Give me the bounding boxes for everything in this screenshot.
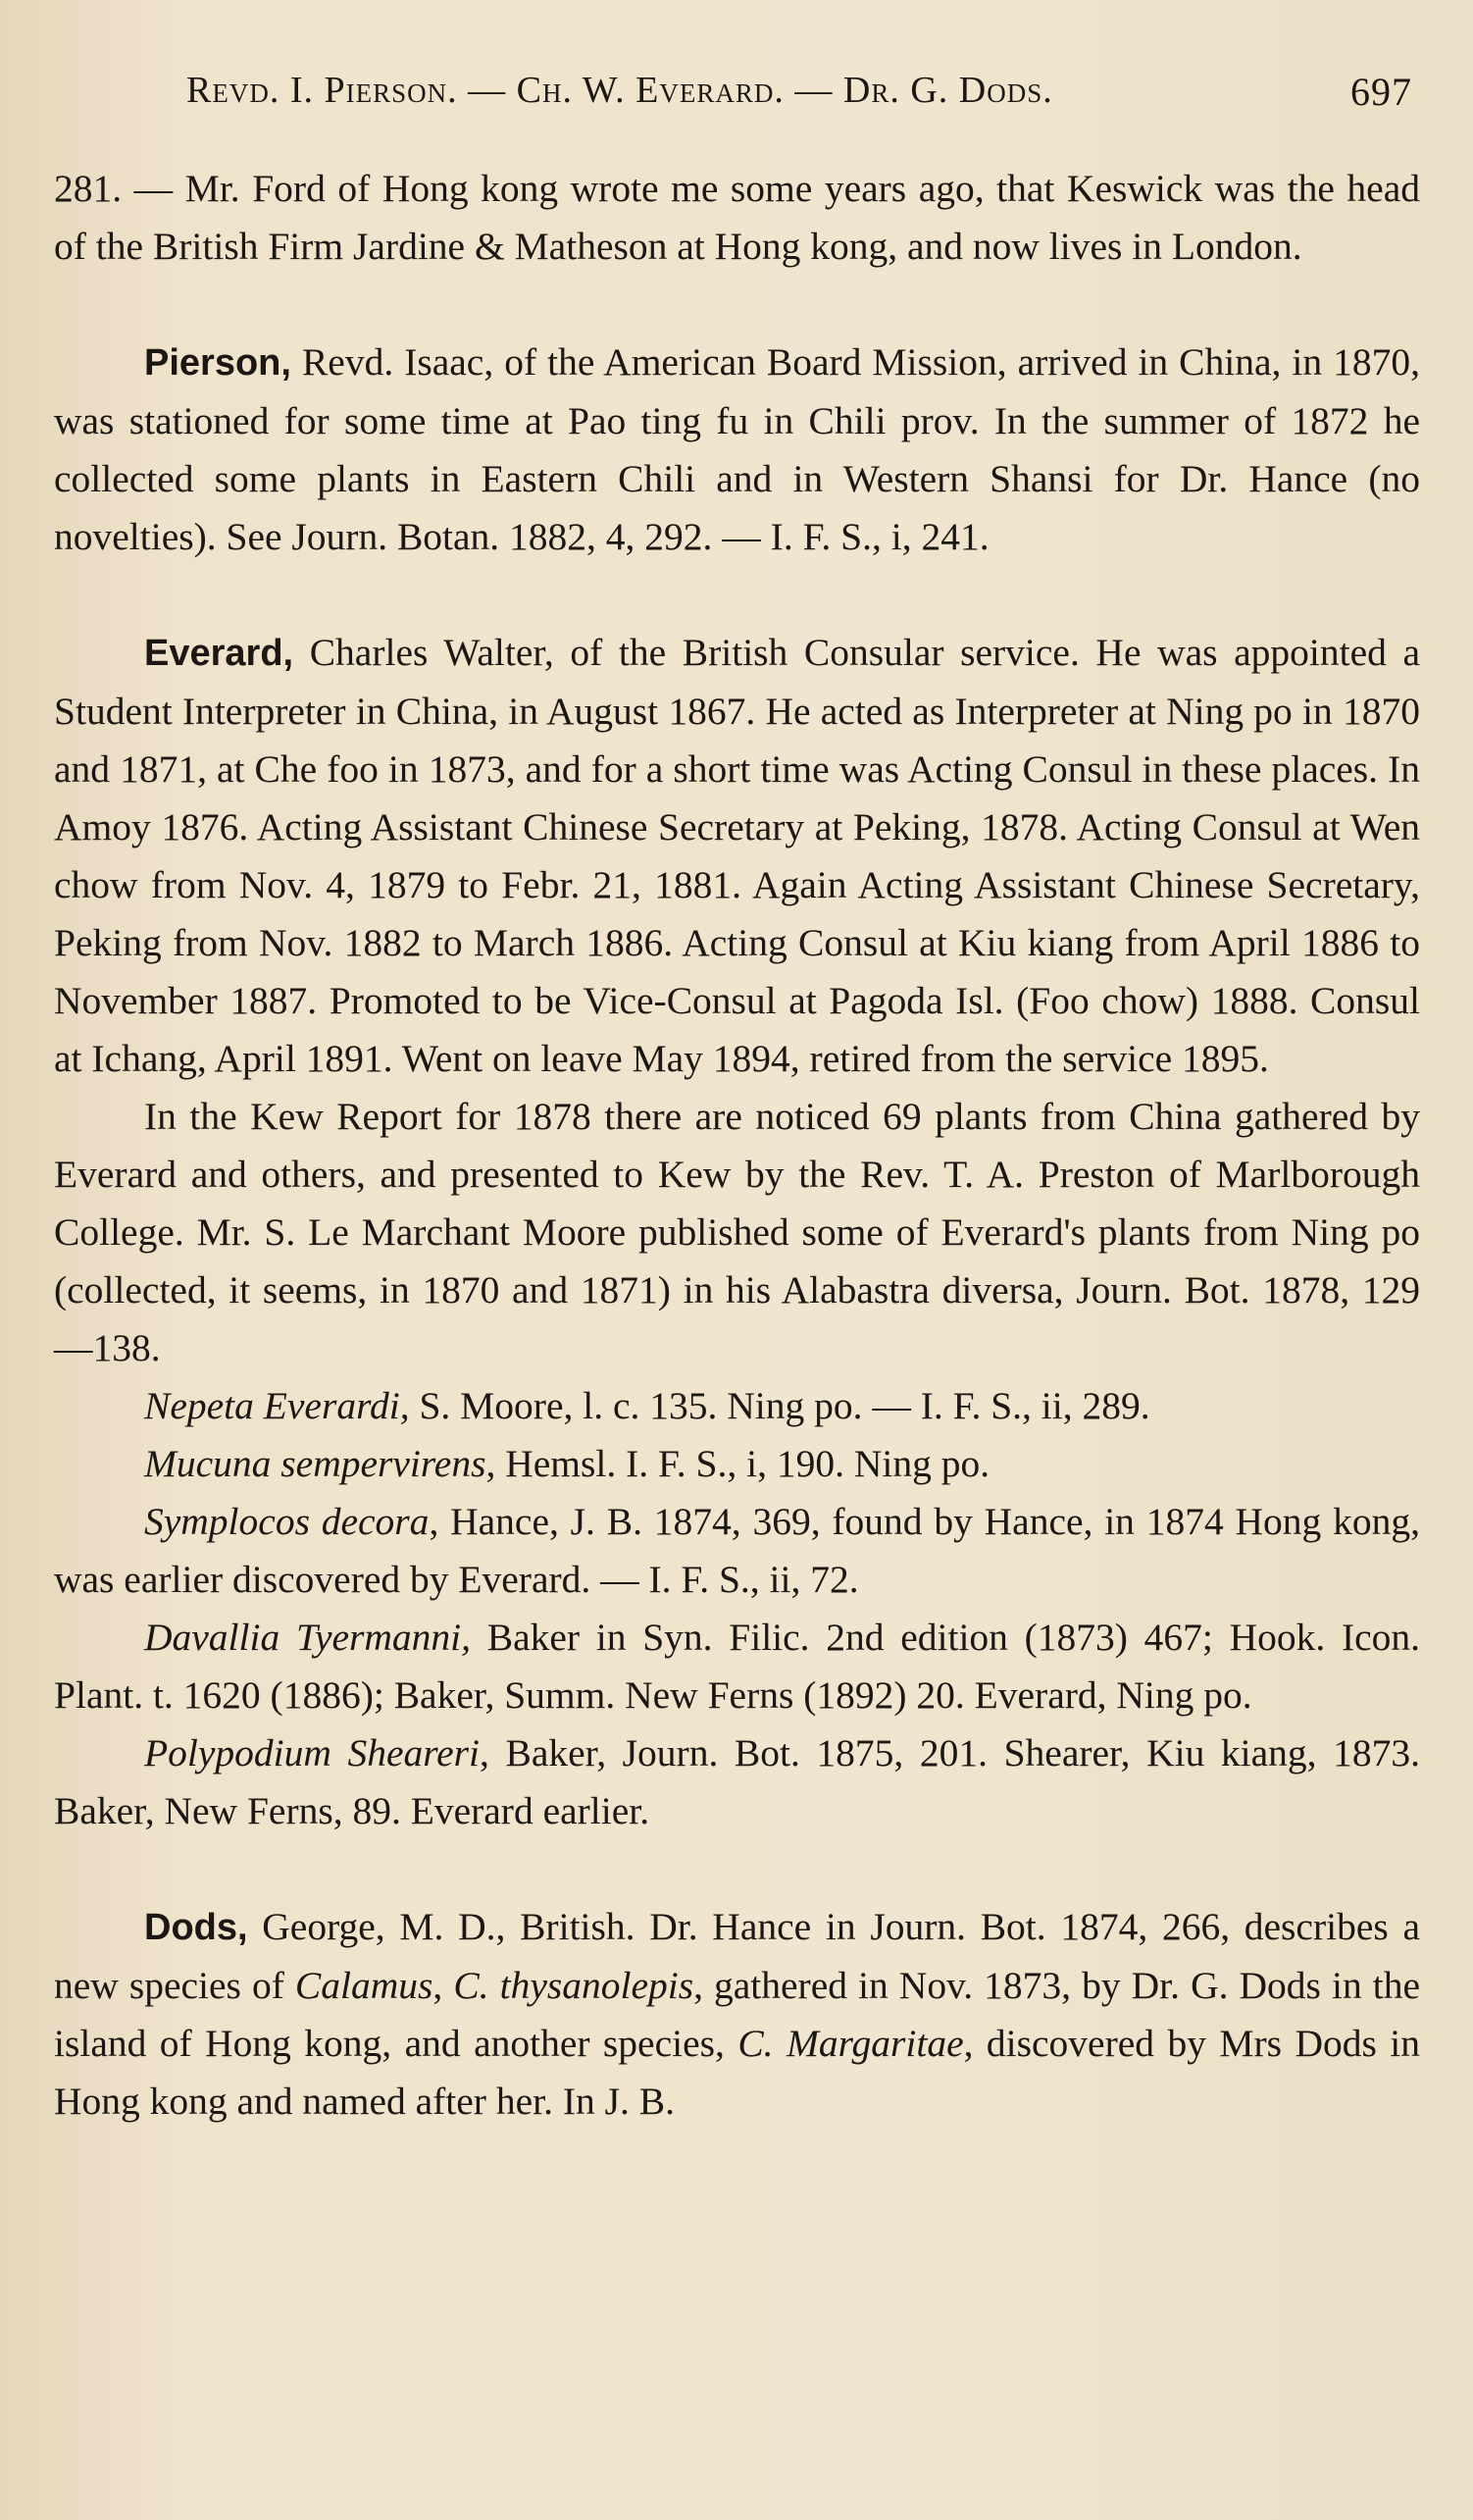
taxon-thysanolepis: C. thysanolepis bbox=[453, 1964, 694, 2007]
species-name: Polypodium Sheareri bbox=[144, 1731, 481, 1774]
species-text: Baker in Syn. Filic. 2nd edition (1873) 467; Hook. Icon. Plant. t. 1620 (1886); Baker, Summ. New Ferns (1892) 20. Everard, Ning po. bbox=[54, 1616, 1420, 1717]
entry-text-dods-1: George, M. D., British. Dr. Hance in Journ. Bot. 1874, 266, describes a new species of bbox=[54, 1905, 1420, 2007]
species-name: Nepeta Everardi, bbox=[144, 1384, 410, 1427]
entry-text-everard: Charles Walter, of the British Consular service. He was appointed a Student Interpreter in China, in August 1867. He acted as Interpreter at Ning po in 1870 and 1871, at Che foo in 1873, and for a short time was Acting Consul in these places. In Amoy 1876. Acting Assistant Chinese Secretary at Peking, 1878. Acting Consul at Wen chow from Nov. 4, 1879 to Febr. 21, 1881. Again Acting Assistant Chinese Secretary, Peking from Nov. 1882 to March 1886. Acting Consul at Kiu kiang from April 1886 to November 1887. Promoted to be Vice-Consul at Pagoda Isl. (Foo chow) 1888. Consul at Ichang, April 1891. Went on leave May 1894, retired from the service 1895. bbox=[54, 631, 1420, 1080]
page-body bbox=[54, 160, 1420, 2131]
species-entry bbox=[54, 1493, 1420, 1609]
entry-text-dods-4: , discovered by Mrs Dods in Hong kong and named after her. In J. B. bbox=[54, 2022, 1420, 2123]
species-entry bbox=[54, 1435, 1420, 1493]
paragraph-281: 281. — Mr. Ford of Hong kong wrote me some years ago, that Keswick was the head of the British Firm Jardine & Matheson at Hong kong, and now lives in London. bbox=[54, 167, 1420, 268]
species-text: , Baker, Journ. Bot. 1875, 201. Shearer, Kiu kiang, 1873. Baker, New Ferns, 89. Everard earlier. bbox=[54, 1731, 1420, 1832]
entry-text-dods-2: , bbox=[432, 1964, 454, 2007]
species-entry bbox=[54, 1724, 1420, 1840]
entry-name-everard: Everard, bbox=[144, 633, 294, 674]
species-name: Symplocos decora bbox=[144, 1500, 430, 1543]
entry-name-dods: Dods, bbox=[144, 1907, 248, 1948]
species-text: , Hemsl. I. F. S., i, 190. Ning po. bbox=[485, 1442, 990, 1485]
entry-pierson bbox=[54, 334, 1420, 566]
species-entry bbox=[54, 1609, 1420, 1724]
running-header bbox=[186, 69, 1412, 128]
species-name: Davallia Tyermanni, bbox=[144, 1616, 472, 1659]
species-text: , Hance, J. B. 1874, 369, found by Hance, in 1874 Hong kong, was earlier discovered by Everard. — I. F. S., ii, 72. bbox=[54, 1500, 1420, 1601]
entry-everard bbox=[54, 624, 1420, 1088]
entry-text-pierson: Revd. Isaac, of the American Board Mission, arrived in China, in 1870, was stationed for some time at Pao ting fu in Chili prov. In the summer of 1872 he collected some plants in Eastern Chili and in Western Shansi for Dr. Hance (no novelties). See Journ. Botan. 1882, 4, 292. — I. F. S., i, 241. bbox=[54, 340, 1420, 558]
species-entry bbox=[54, 1377, 1420, 1435]
entry-dods bbox=[54, 1898, 1420, 2131]
taxon-margaritae: C. Margaritae bbox=[737, 2022, 964, 2065]
entry-text-dods-3: , gathered in Nov. 1873, by Dr. G. Dods in the island of Hong kong, and another species, bbox=[54, 1964, 1420, 2065]
entry-name-pierson: Pierson, bbox=[144, 342, 291, 384]
running-title: Revd. I. Pierson. — Ch. W. Everard. — Dr. G. Dods. bbox=[186, 70, 1053, 111]
taxon-calamus: Calamus bbox=[294, 1964, 433, 2007]
species-text: S. Moore, l. c. 135. Ning po. — I. F. S., ii, 289. bbox=[409, 1384, 1150, 1427]
page-number: 697 bbox=[1350, 70, 1412, 114]
species-name: Mucuna sempervirens bbox=[144, 1442, 486, 1485]
paragraph-kew-report: In the Kew Report for 1878 there are noticed 69 plants from China gathered by Everard and others, and presented to Kew by the Rev. T. A. Preston of Marlborough College. Mr. S. Le Marchant Moore published some of Everard's plants from Ning po (collected, it seems, in 1870 and 1871) in his Alabastra diversa, Journ. Bot. 1878, 129—138. bbox=[54, 1095, 1420, 1369]
